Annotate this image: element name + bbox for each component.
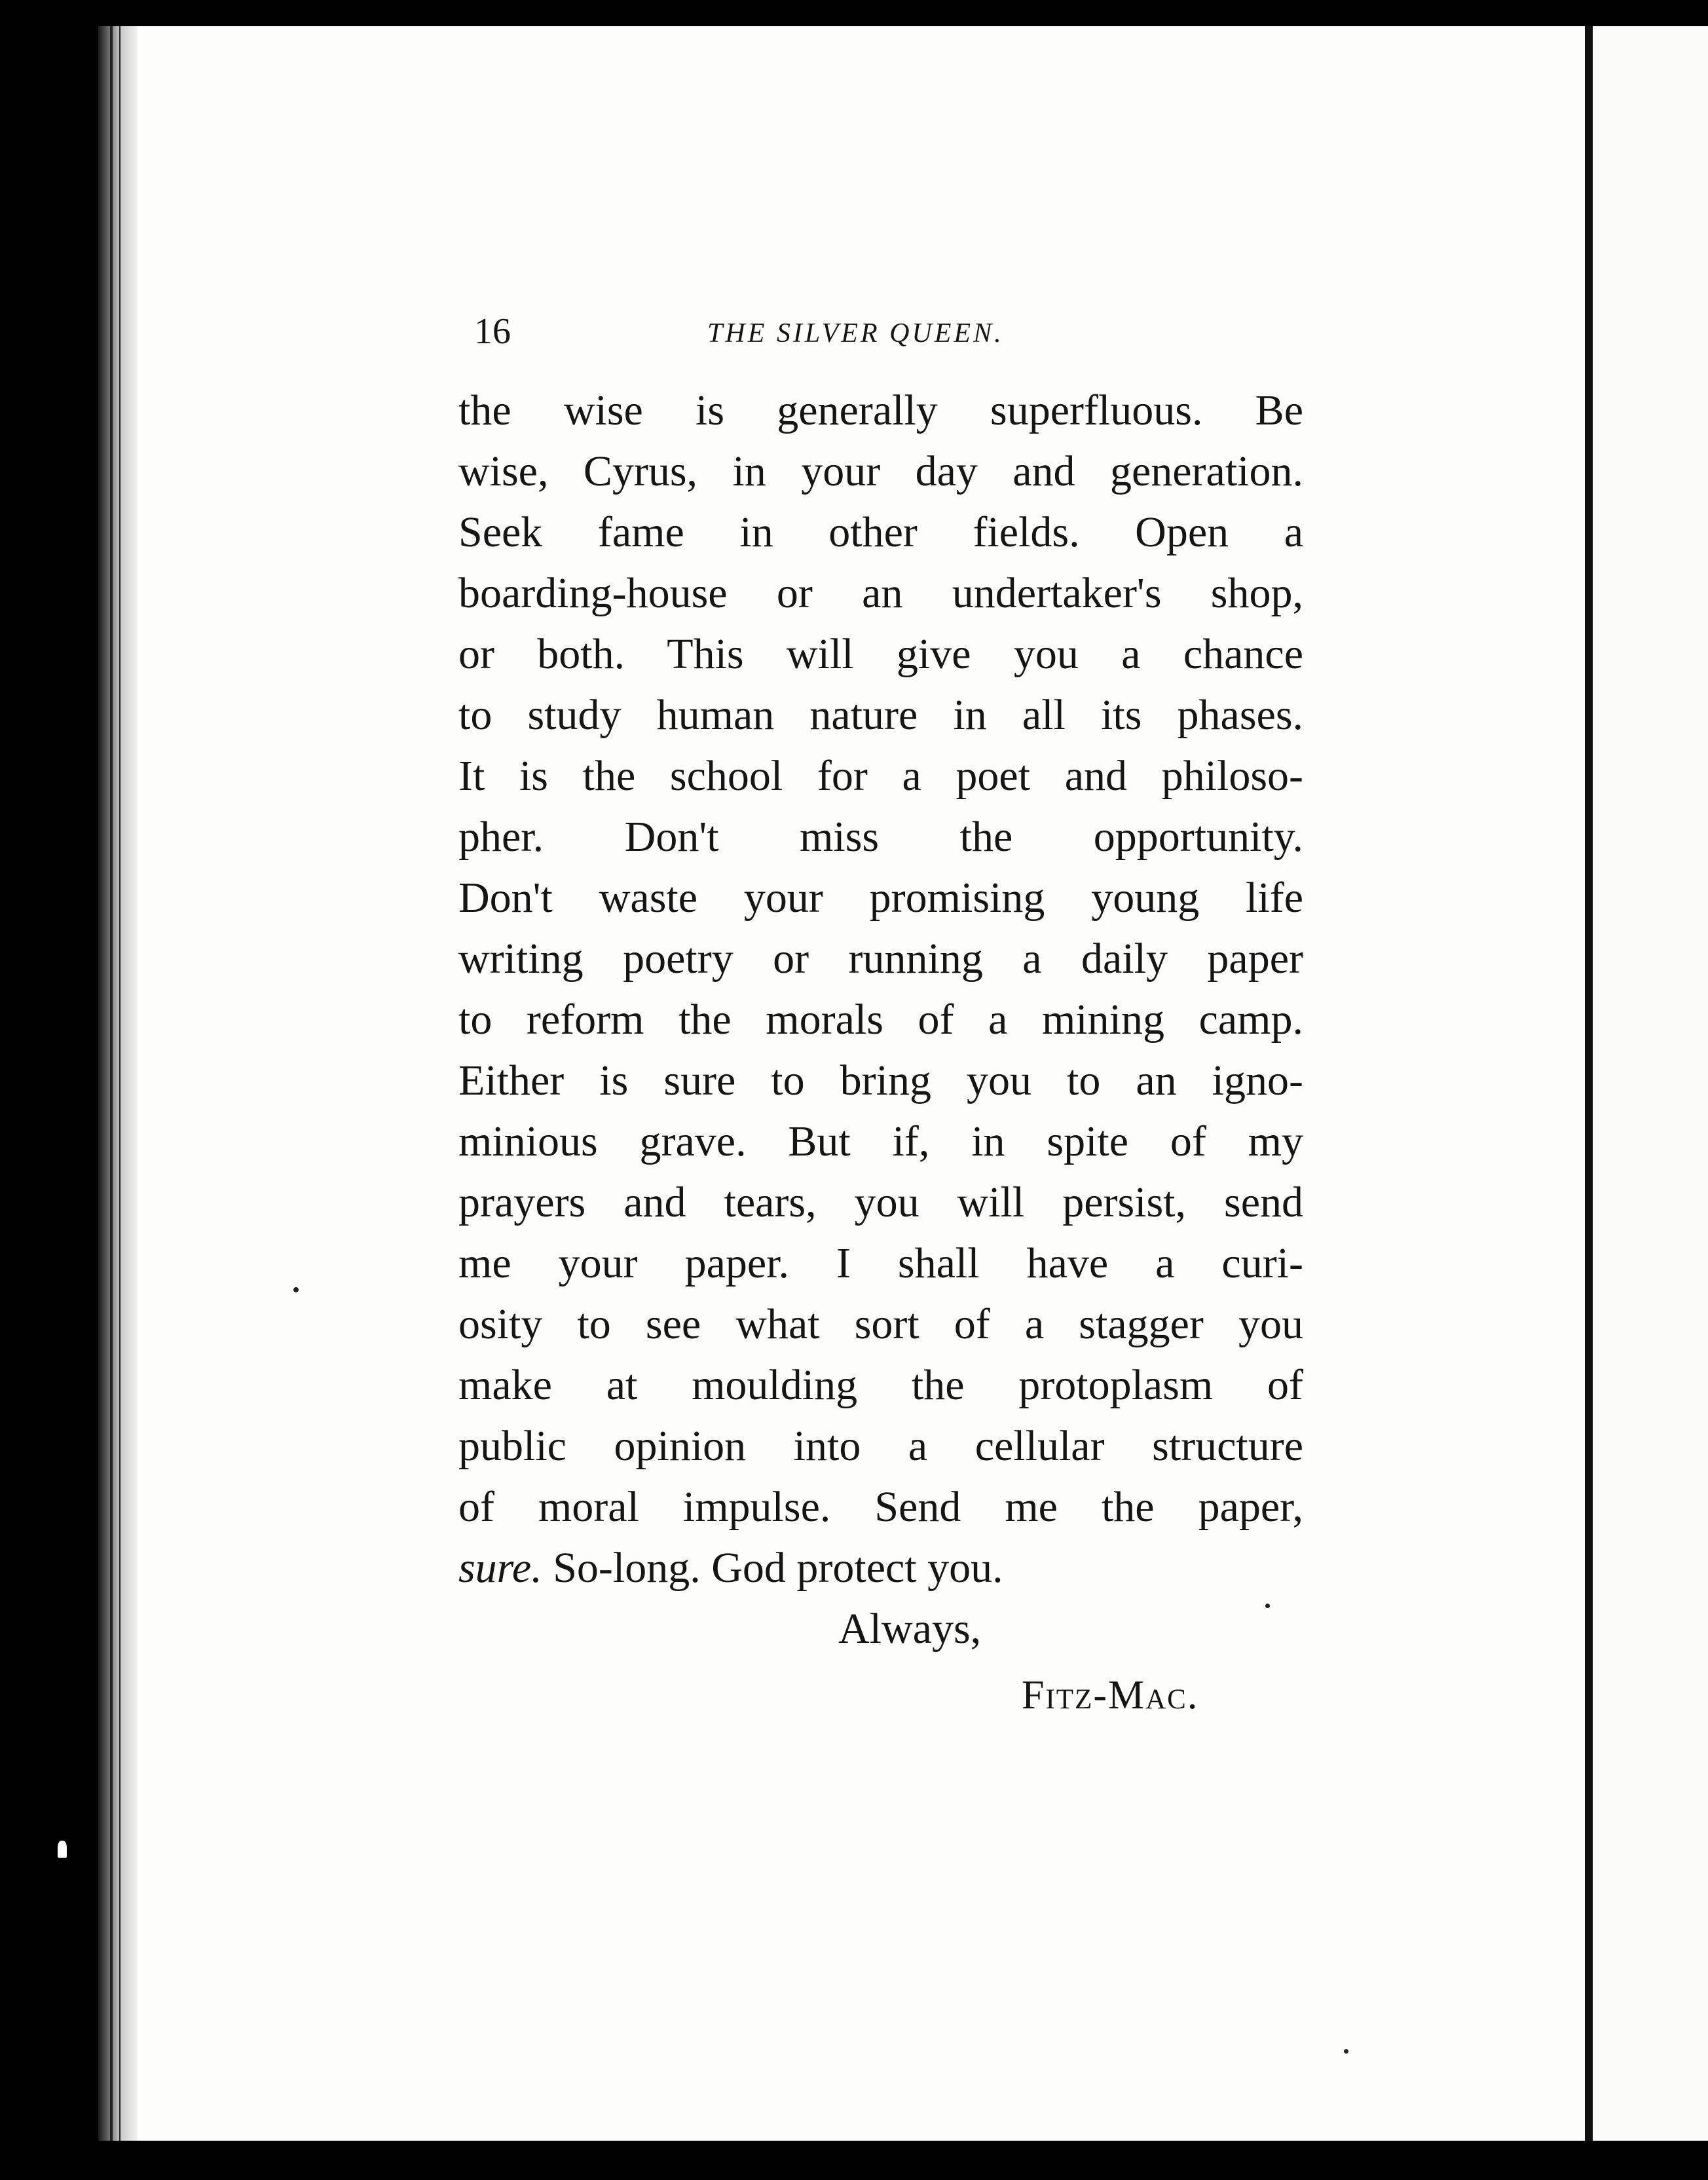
text-line: Don't waste your promising young life: [458, 874, 1303, 922]
text-line: to reform the morals of a mining camp.: [458, 996, 1303, 1043]
text-line: public opinion into a cellular structure: [458, 1422, 1303, 1470]
page-number: 16: [474, 311, 511, 352]
text-line: Either is sure to bring you to an igno-: [458, 1057, 1303, 1104]
text-line: prayers and tears, you will persist, send: [458, 1178, 1303, 1226]
scan-speck: [293, 1287, 299, 1292]
page-gutter: [1585, 26, 1593, 2142]
text-line: wise, Cyrus, in your day and generation.: [458, 447, 1303, 495]
text-line: Seek fame in other fields. Open a: [458, 508, 1303, 556]
text-line: osity to see what sort of a stagger you: [458, 1300, 1303, 1348]
page-text: [458, 295, 1303, 1731]
scan-speck: [58, 1841, 67, 1858]
text-line: boarding-house or an undertaker's shop,: [458, 569, 1303, 617]
scan-border: [0, 2141, 1708, 2180]
text-line: to study human nature in all its phases.: [458, 691, 1303, 739]
text-line: or both. This will give you a chance: [458, 630, 1303, 678]
text-line: writing poetry or running a daily paper: [458, 935, 1303, 983]
text-line: of moral impulse. Send me the paper,: [458, 1483, 1303, 1531]
final-line-rest: So-long. God protect you.: [542, 1544, 1003, 1592]
adjacent-page-edge: [1593, 26, 1708, 2142]
running-title: THE SILVER QUEEN.: [707, 318, 1004, 348]
letter-signature: Fitz-Mac.: [1022, 1673, 1199, 1718]
text-line: me your paper. I shall have a curi-: [458, 1239, 1303, 1287]
letter-closing: Always,: [838, 1605, 982, 1653]
text-line: pher. Don't miss the opportunity.: [458, 813, 1303, 861]
final-text-line: [458, 1537, 1303, 1598]
text-line: make at moulding the protoplasm of: [458, 1361, 1303, 1409]
binding-rule: [119, 26, 121, 2142]
scan-speck: [1344, 2049, 1348, 2054]
text-line: the wise is generally superfluous. Be: [458, 386, 1303, 434]
binding-rule: [110, 26, 113, 2142]
emphasized-word: sure.: [458, 1544, 542, 1592]
text-line: It is the school for a poet and philoso-: [458, 752, 1303, 800]
text-line: minious grave. But if, in spite of my: [458, 1118, 1303, 1165]
running-head: [458, 295, 1303, 380]
binding-shadow: [98, 26, 138, 2142]
